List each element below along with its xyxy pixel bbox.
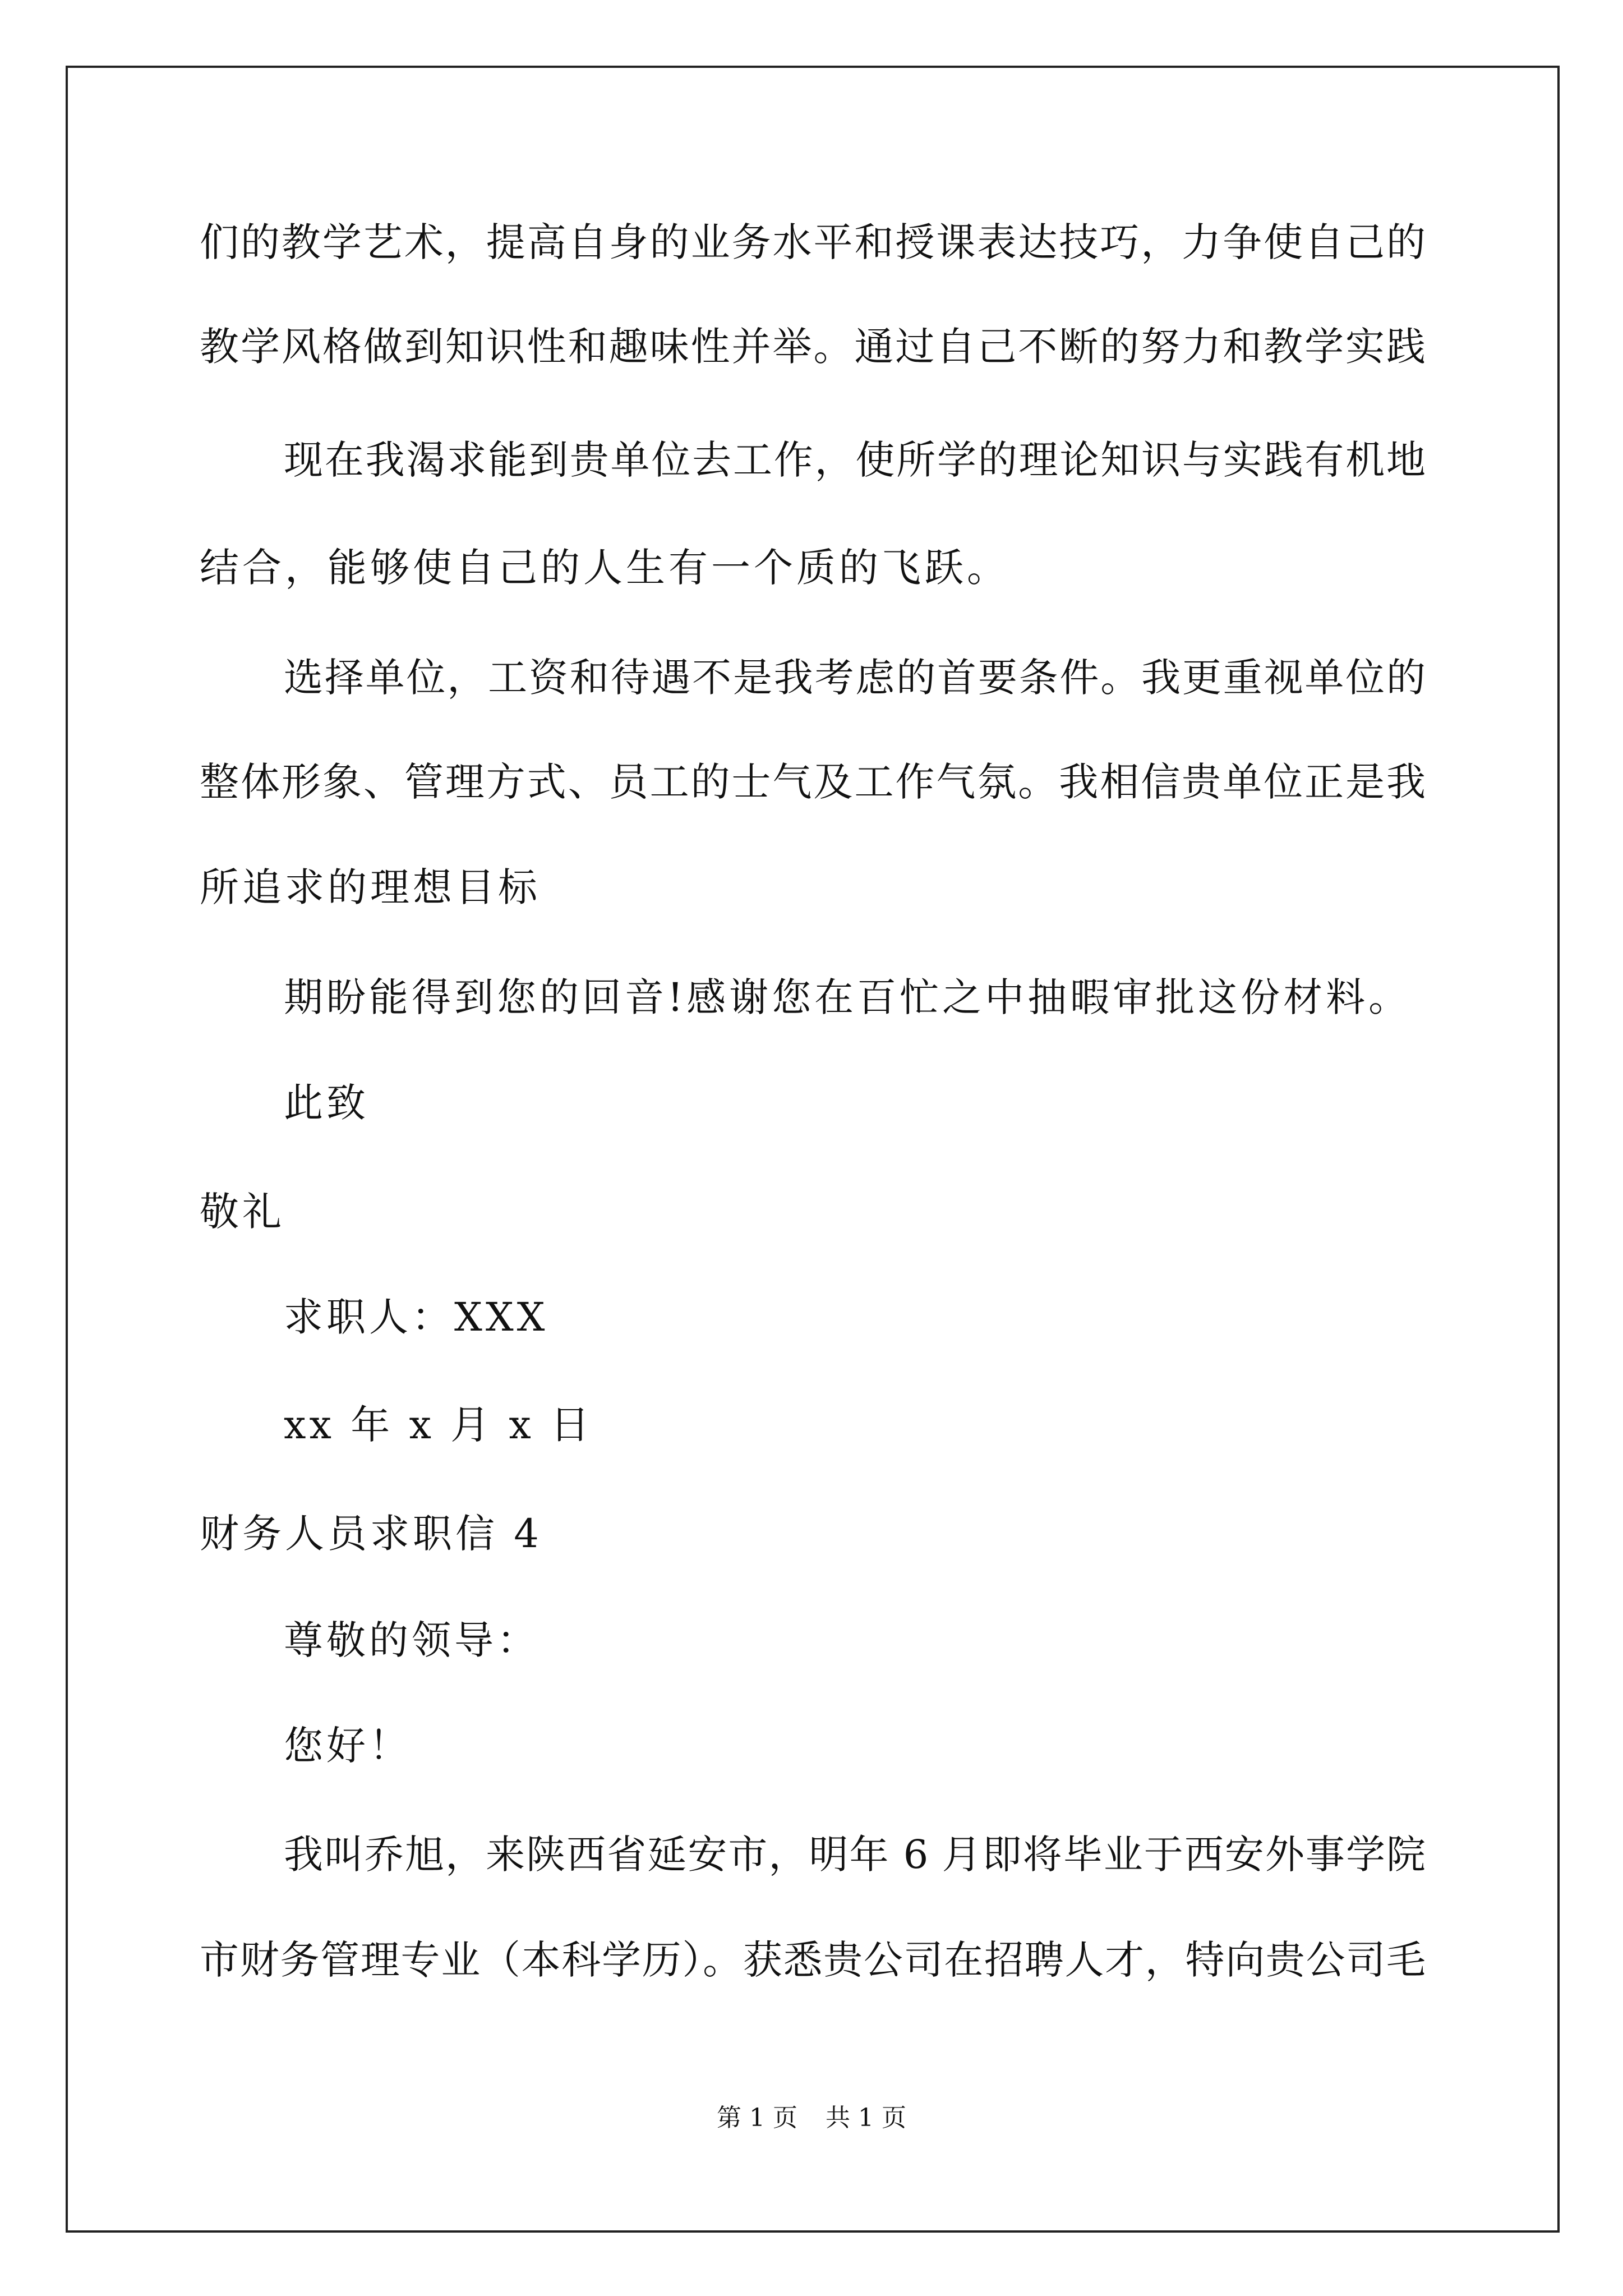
date-line: xx 年 x 月 x 日 [284, 1402, 593, 1448]
page-border [66, 66, 1560, 2233]
page-number-total: 共 1 页 [826, 2104, 906, 2132]
closing-salutation: 此致 [284, 1080, 369, 1126]
page-footer [0, 2102, 1623, 2134]
greeting-line: 您好！ [284, 1723, 412, 1769]
body-text-line: 我叫乔旭，来陕西省延安市，明年 6 月即将毕业于西安外事学院 [284, 1832, 1426, 1878]
body-text-line: 整体形象、管理方式、员工的士气及工作气氛。我相信贵单位正是我 [200, 759, 1426, 805]
closing-salutation: 敬礼 [200, 1189, 285, 1235]
body-text-line: 们的教学艺术，提高自身的业务水平和授课表达技巧，力争使自己的 [200, 219, 1426, 265]
section-heading: 财务人员求职信 4 [200, 1511, 542, 1557]
body-text-line: 教学风格做到知识性和趣味性并举。通过自己不断的努力和教学实践 [200, 324, 1426, 370]
body-text-line: 现在我渴求能到贵单位去工作，使所学的理论知识与实践有机地 [284, 437, 1426, 483]
body-text-line: 期盼能得到您的回音!感谢您在百忙之中抽暇审批这份材料。 [284, 974, 1412, 1020]
body-text-line: 所追求的理想目标 [200, 864, 541, 910]
signature-line: 求职人：XXX [284, 1294, 548, 1340]
body-text-line: 选择单位，工资和待遇不是我考虑的首要条件。我更重视单位的 [284, 655, 1426, 701]
body-text-line: 市财务管理专业（本科学历）。获悉贵公司在招聘人才，特向贵公司毛 [200, 1937, 1426, 1983]
page-number-current: 第 1 页 [717, 2104, 797, 2132]
greeting-line: 尊敬的领导： [284, 1617, 540, 1663]
body-text-line: 结合，能够使自己的人生有一个质的飞跃。 [200, 545, 1009, 591]
